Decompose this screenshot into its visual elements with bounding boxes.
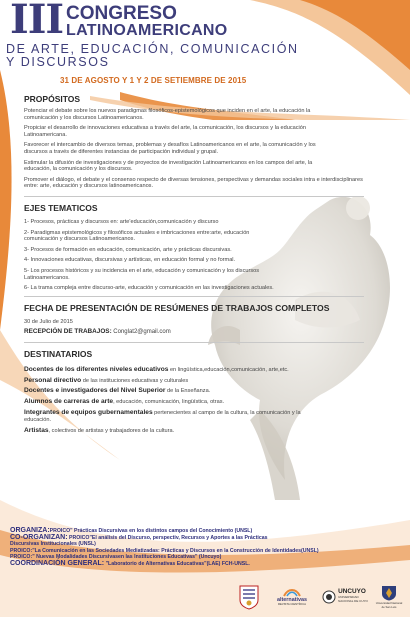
organizer-value: "Laboratorio de Alternativas Educativas"(LAE) FCH-UNSL.: [104, 560, 250, 567]
organizer-key: CO-ORGANIZAN:: [10, 533, 68, 541]
unsl-logo: [373, 582, 405, 612]
deadline-date: 30 de Julio de 2015: [24, 318, 73, 325]
organizer-row: [10, 535, 405, 542]
destinatario-bold: Personal directivo: [24, 376, 82, 384]
destinatario-text: de la Enseñanza.: [165, 388, 211, 395]
uncuyo-icon: [322, 590, 336, 604]
organizer-key: ORGANIZA:: [10, 527, 50, 534]
uncuyo-text: [338, 590, 368, 604]
seal-logo: [236, 582, 262, 612]
unsl-subtitle-1: Universidad Nacional: [375, 600, 403, 605]
alternativas-icon: [282, 588, 302, 598]
organizer-value: PROICO:" Nuevas Modalidades Discursivasen las Instituciones Educativas" (Uncuyo): [10, 554, 222, 561]
organizer-key: COORDINACIÓN GENERAL:: [10, 559, 105, 567]
eje-item: 4- Innovaciones educativas, discursivas y artísticas, en educación formal y no formal.: [24, 257, 236, 264]
uncuyo-subtitle-2: NACIONAL DE CUYO: [338, 599, 368, 604]
destinatario-bold: Docentes de los diferentes niveles educativos: [24, 365, 169, 373]
destinatarios-section: [24, 349, 384, 435]
eje-item: 1- Procesos, prácticas y discursos en: arte'educación,comunicación y discurso: [24, 218, 219, 225]
destinatario-text: pertenecientes al campo de la cultura, la comunicación y la educación.: [24, 410, 301, 423]
organizers-section: [10, 528, 405, 568]
destinatario-text: en lingüística,educación,comunicación, arte,etc.: [168, 366, 289, 373]
destinatario-item: [24, 378, 384, 385]
destinatario-item: [24, 399, 384, 406]
destinatario-text: , colectivos de artistas y trabajadores de la cultura.: [48, 427, 175, 434]
destinatario-bold: Integrantes de equipos gubernamentales: [24, 409, 153, 417]
section-divider: [24, 342, 364, 343]
eje-item: 5- Los procesos históricos y su incidencia en el arte, educación y comunicación y los discursos Latinoamericanos.: [24, 267, 260, 281]
recepcion-label: RECEPCIÓN DE TRABAJOS:: [24, 328, 112, 336]
destinatario-item: [24, 410, 314, 424]
recepcion-email[interactable]: Conglat2@gmail.com: [113, 329, 171, 336]
organizer-value: PROICO" Prácticas Discursivas en los distintos campos del Conocimiento (UNSL): [49, 528, 253, 534]
ejes-heading: EJES TEMATICOS: [24, 202, 98, 213]
organizer-row: [10, 548, 405, 555]
section-divider: [24, 196, 364, 197]
proposito-paragraph: Potenciar el debate sobre los nuevos paradigmas filosóficos-epistemológicos que inciden en el arte, la educación la comunicación y los discursos Latinoamericanos.: [24, 108, 311, 121]
organizer-value: Discursivas Institucionales (UNSL): [10, 541, 96, 548]
destinatario-text: de las instituciones educativas y culturales: [81, 377, 189, 384]
recepcion-line: [24, 329, 384, 336]
fecha-heading: FECHA DE PRESENTACIÓN DE RESÚMENES DE TRABAJOS COMPLETOS: [24, 302, 330, 313]
destinatario-bold: Artistas: [24, 426, 49, 434]
event-date: 31 DE AGOSTO Y 1 Y 2 DE SETIEMBRE DE 2015: [60, 76, 247, 85]
proposito-paragraph: Favorecer el intercambio de diversos temas, problemas y desafíos Latinoamericanos en el arte, la comunicación y los discursos a través de diferentes instancias de participación individual y grupal.: [24, 142, 316, 155]
destinatario-item: [24, 388, 384, 395]
seal-icon: [238, 584, 260, 610]
destinatario-item: [24, 428, 384, 435]
destinatario-bold: Alumnos de carreras de arte: [24, 398, 114, 406]
logos-strip: [228, 582, 406, 612]
section-divider: [24, 296, 364, 297]
uncuyo-name: UNCUYO: [338, 588, 366, 596]
eje-item: 3- Procesos de formación en educación, comunicación, arte y prácticas discursivas.: [24, 246, 232, 253]
title-line-1: CONGRESO: [66, 3, 177, 24]
alternativas-subtitle: REVISTA CIENTÍFICA: [278, 602, 306, 606]
organizer-value: PROICO"El análisis del Discurso, perspectiv, Recursos y Aportes a las Prácticas: [67, 534, 268, 541]
eje-item: 2- Paradigmas epistemológicos y filosóficos actuales e imbricaciones entre:arte, educación comunicación y discursos Latinoamericanos.: [24, 229, 250, 243]
unsl-subtitle-2: de San Luis: [381, 605, 397, 609]
uncuyo-subtitle-1: UNIVERSIDAD: [338, 594, 359, 599]
unsl-shield-icon: [380, 585, 398, 601]
title-line-2: LATINOAMERICANO: [66, 22, 228, 39]
title-line-4: Y DISCURSOS: [6, 55, 110, 69]
title-line-3: DE ARTE, EDUCACIÓN, COMUNICACIÓN: [6, 42, 299, 56]
main-content: [24, 94, 384, 438]
proposito-paragraph: Promover el diálogo, el debate y el consenso respecto de diversas tensiones, perspectivas y demandas sociales intra e interdisciplinares entre: arte, educación y discursos latinoamericanos.: [24, 176, 363, 190]
organizer-row: [10, 561, 405, 568]
propositos-heading: PROPÓSITOS: [24, 94, 81, 104]
destinatarios-heading: DESTINATARIOS: [24, 348, 93, 359]
destinatario-text: , educación, comunicación, lingüística, otras.: [113, 399, 225, 406]
uncuyo-logo: [320, 582, 370, 612]
alternativas-logo: [270, 582, 314, 612]
destinatario-bold: Docentes e investigadores del Nivel Superior: [24, 387, 166, 395]
congress-number: III: [10, 0, 64, 43]
proposito-paragraph: Propiciar el desarrollo de innovaciones educativas a través del arte, la comunicación, los discursos y la educación Latinoamericana.: [24, 125, 307, 138]
organizer-row: [10, 541, 405, 548]
destinatario-item: [24, 367, 384, 374]
eje-item: 6- La trama compleja entre discurso-arte, educación y comunicación en las investigaciones actuales.: [24, 285, 274, 292]
alternativas-name: alternativas: [277, 596, 307, 603]
organizer-value: PROICO:"La Comunicación en las Sociedades Mediatizadas: Prácticas y Discursos en la Construcción de Identidades(UNSL): [10, 547, 319, 554]
organizer-row: [10, 528, 405, 535]
proposito-paragraph: Estimular la difusión de investigaciones y de proyectos de investigación Latinoamericanos en los campos del arte, la educación, la comunicación y los discursos.: [24, 159, 313, 173]
